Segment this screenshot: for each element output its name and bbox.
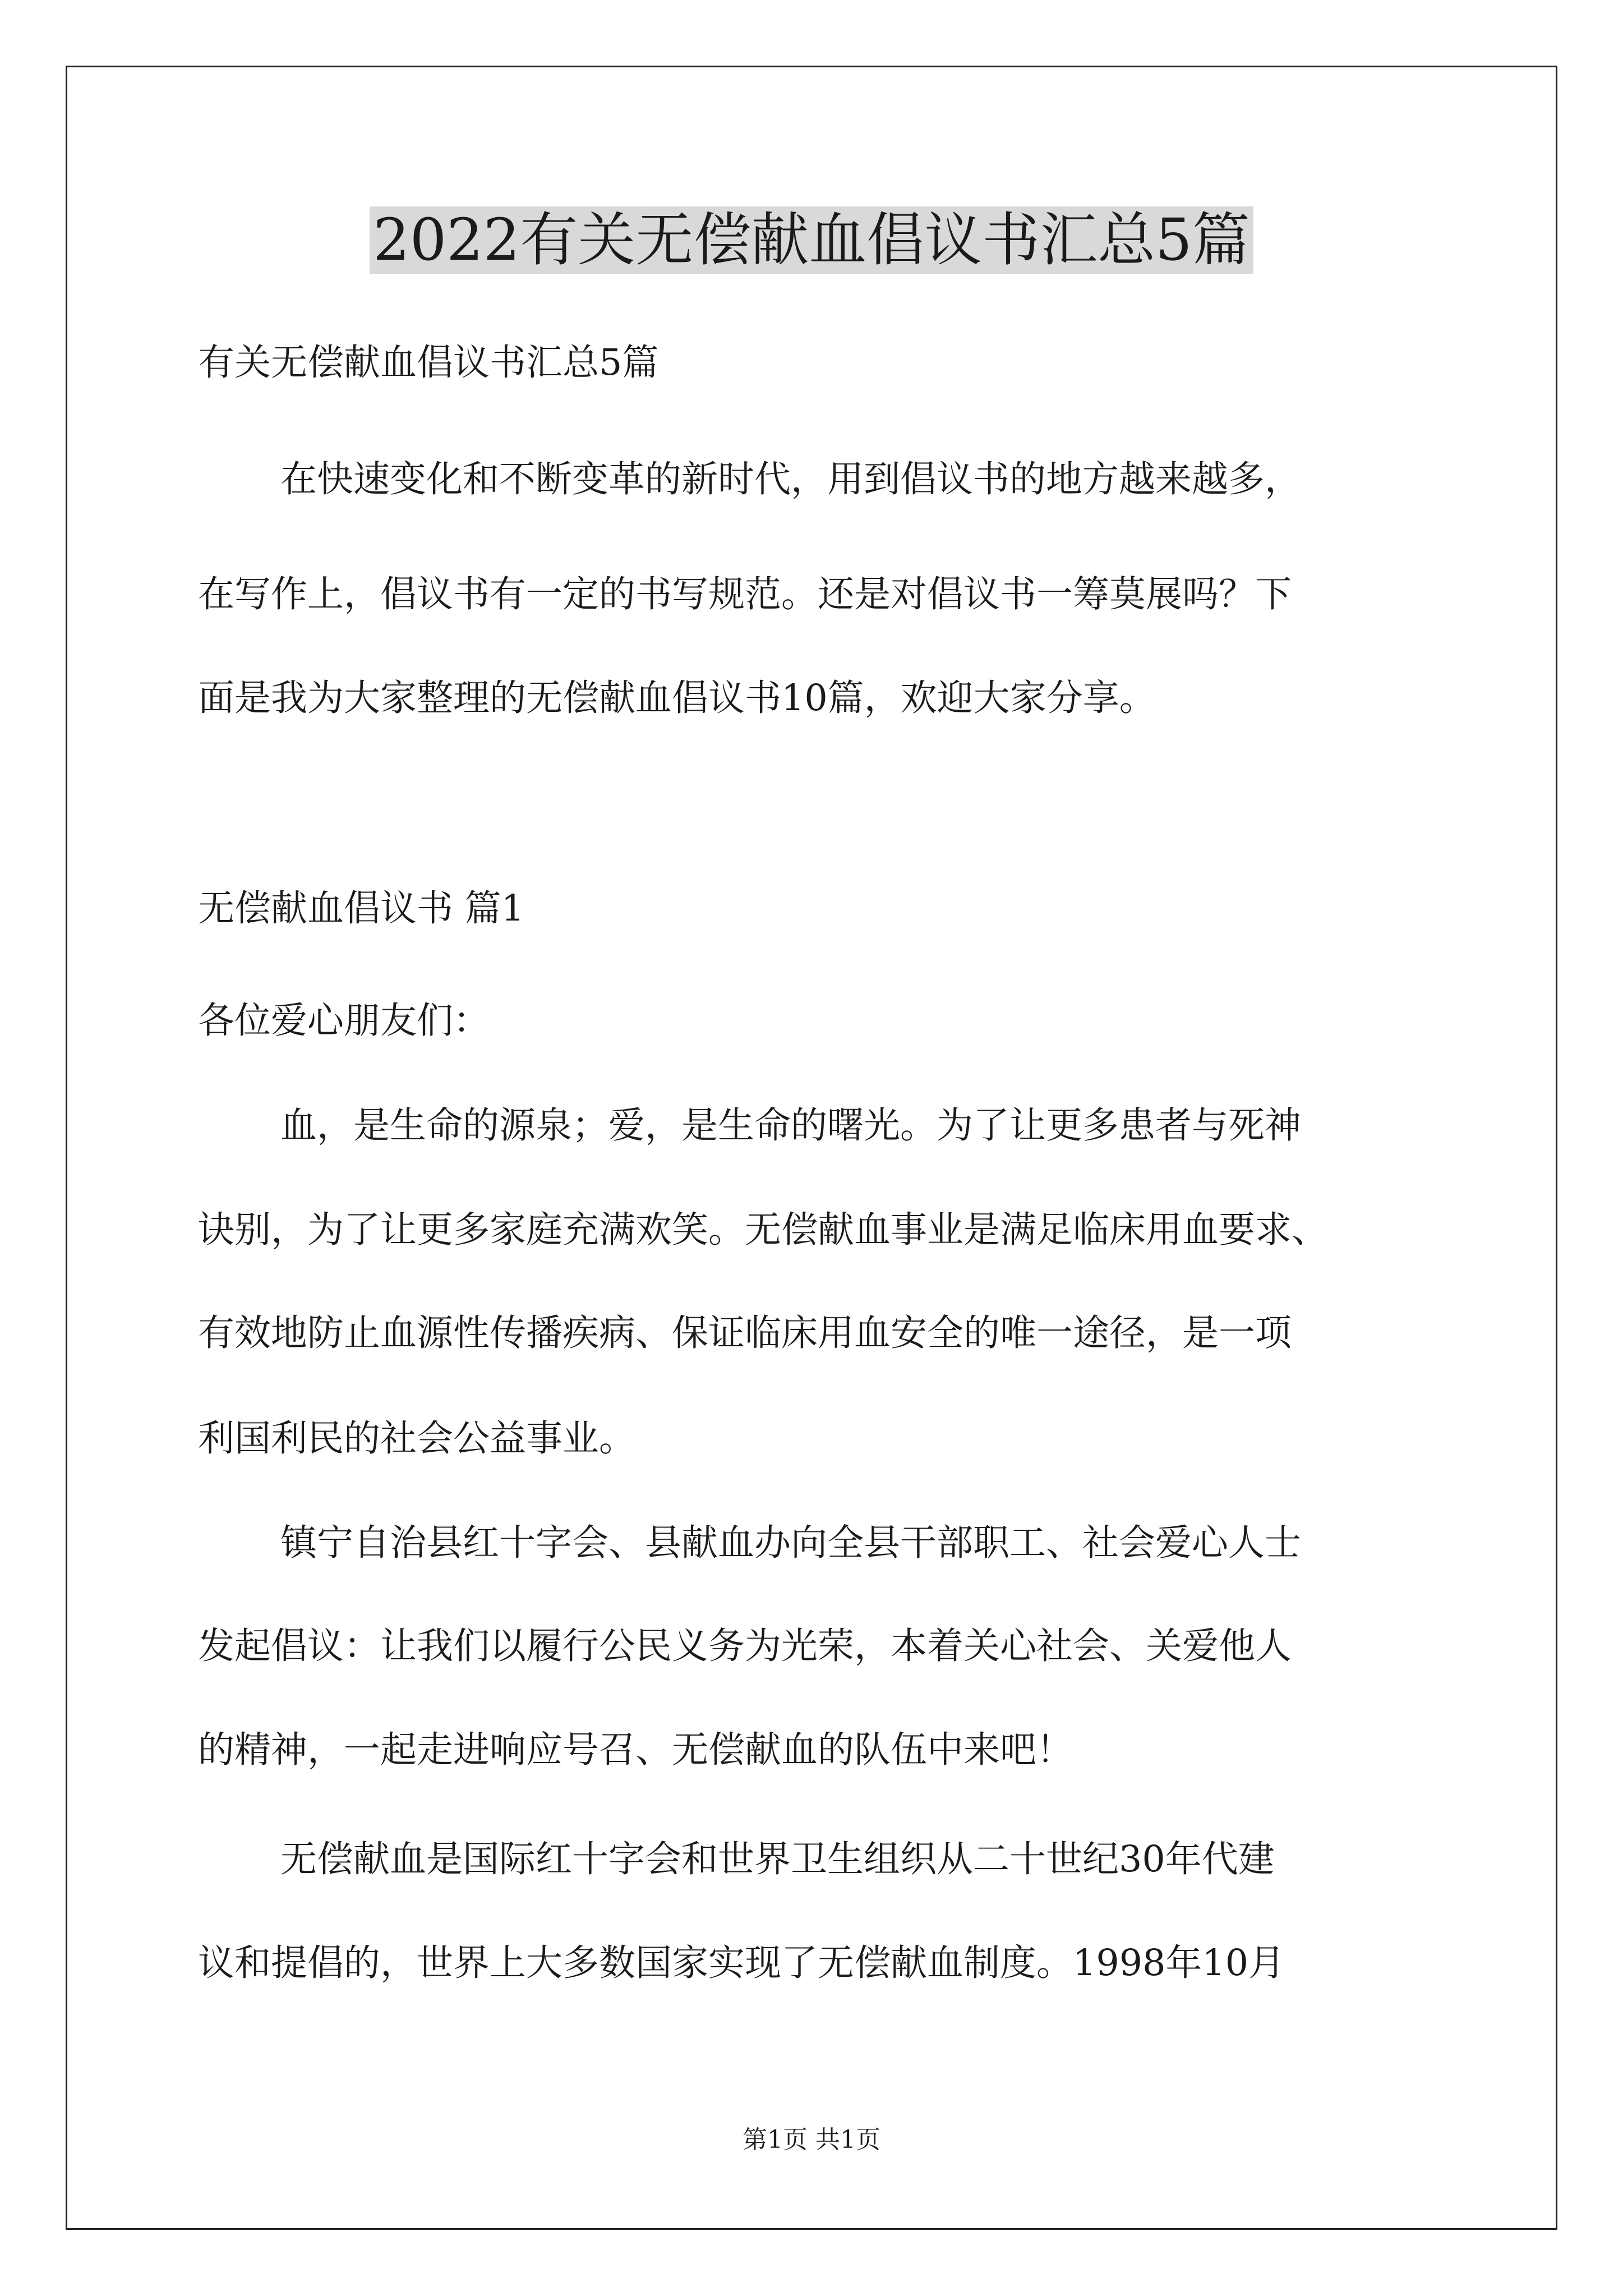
subtitle-line: 有关无偿献血倡议书汇总5篇 <box>198 342 659 384</box>
body-line: 发起倡议：让我们以履行公民义务为光荣，本着关心社会、关爱他人 <box>198 1625 1292 1667</box>
body-line: 议和提倡的，世界上大多数国家实现了无偿献血制度。1998年10月 <box>198 1942 1285 1984</box>
body-line: 无偿献血是国际红十字会和世界卫生组织从二十世纪30年代建 <box>280 1838 1275 1880</box>
body-line: 血，是生命的源泉；爱，是生命的曙光。为了让更多患者与死神 <box>280 1105 1302 1147</box>
page-number: 第1页 共1页 <box>743 2125 880 2154</box>
body-line: 利国利民的社会公益事业。 <box>198 1418 636 1460</box>
body-line: 在快速变化和不断变革的新时代，用到倡议书的地方越来越多， <box>280 458 1302 500</box>
body-line: 有效地防止血源性传播疾病、保证临床用血安全的唯一途径，是一项 <box>198 1312 1292 1354</box>
body-line: 的精神，一起走进响应号召、无偿献血的队伍中来吧！ <box>198 1729 1073 1771</box>
section-heading: 无偿献血倡议书 篇1 <box>198 887 525 930</box>
document-title <box>0 201 1623 279</box>
body-line: 诀别，为了让更多家庭充满欢笑。无偿献血事业是满足临床用血要求、 <box>198 1209 1329 1251</box>
salutation-line: 各位爱心朋友们： <box>198 1000 490 1042</box>
body-line: 镇宁自治县红十字会、县献血办向全县干部职工、社会爱心人士 <box>280 1522 1302 1564</box>
body-line: 面是我为大家整理的无偿献血倡议书10篇，欢迎大家分享。 <box>198 677 1156 719</box>
body-line: 在写作上，倡议书有一定的书写规范。还是对倡议书一筹莫展吗？下 <box>198 573 1292 615</box>
document-title-text: 2022有关无偿献血倡议书汇总5篇 <box>370 206 1253 274</box>
